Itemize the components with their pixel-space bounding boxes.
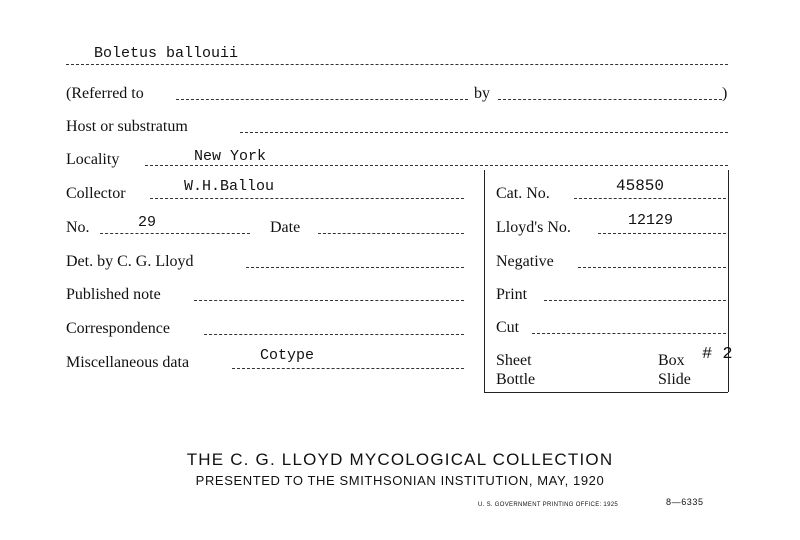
locality-value: New York [194, 148, 267, 165]
bottle-label: Bottle [496, 371, 536, 388]
box-label: Box [658, 352, 685, 369]
lloyds-no-value: 12129 [628, 212, 674, 229]
slide-label: Slide [658, 371, 691, 388]
box-value: # 2 [702, 345, 733, 364]
cat-no-line [574, 198, 726, 199]
number-label: No. [66, 219, 90, 236]
print-line [544, 300, 726, 301]
referred-label: (Referred to [66, 85, 144, 102]
collection-title: THE C. G. LLOYD MYCOLOGICAL COLLECTION [186, 450, 614, 469]
host-line [240, 132, 728, 133]
date-label: Date [270, 219, 301, 236]
print-label: Print [496, 286, 528, 303]
referred-line [176, 99, 468, 100]
referred-close: ) [722, 85, 728, 102]
cut-label: Cut [496, 319, 520, 336]
det-line [246, 267, 464, 268]
referred-by-label: by [474, 85, 490, 102]
species-line [66, 64, 728, 65]
box-left-border [484, 170, 485, 392]
correspondence-label: Correspondence [66, 320, 170, 337]
cut-line [532, 333, 726, 334]
collector-line [150, 198, 464, 199]
number-value: 29 [138, 214, 157, 231]
misc-value: Cotype [260, 347, 315, 364]
host-label: Host or substratum [66, 118, 188, 135]
referred-by-line [498, 99, 722, 100]
locality-label: Locality [66, 151, 120, 168]
det-label: Det. by C. G. Lloyd [66, 253, 194, 270]
negative-line [578, 267, 726, 268]
sheet-label: Sheet [496, 352, 532, 369]
collector-value: W.H.Ballou [184, 178, 275, 195]
collection-subtitle: PRESENTED TO THE SMITHSONIAN INSTITUTION, MAY, 1920 [195, 473, 605, 488]
cat-no-label: Cat. No. [496, 185, 550, 202]
misc-label: Miscellaneous data [66, 354, 190, 371]
cat-no-value: 45850 [616, 177, 665, 195]
locality-line [145, 165, 728, 166]
collector-label: Collector [66, 185, 126, 202]
box-bottom-border [484, 392, 728, 393]
lloyds-no-label: Lloyd's No. [496, 219, 571, 236]
printer-imprint: U. S. GOVERNMENT PRINTING OFFICE: 1925 [478, 502, 618, 508]
negative-label: Negative [496, 253, 554, 270]
published-line [194, 300, 464, 301]
species-name: Boletus ballouii [94, 45, 239, 62]
form-code: 8—6335 [666, 497, 704, 507]
misc-line [232, 368, 464, 369]
date-line [318, 233, 464, 234]
correspondence-line [204, 334, 464, 335]
lloyds-no-line [598, 233, 726, 234]
number-line [100, 233, 250, 234]
published-label: Published note [66, 286, 161, 303]
